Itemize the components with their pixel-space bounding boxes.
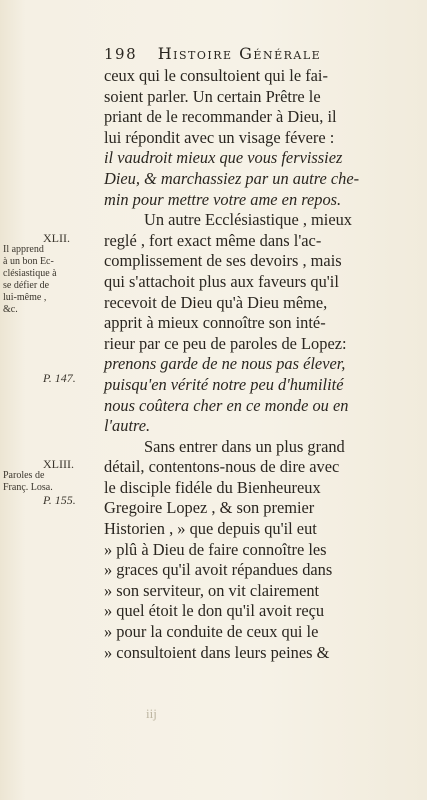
margin-note-line: P. 147.: [43, 371, 76, 385]
text-line: nous coûtera cher en ce monde ou en: [104, 395, 349, 415]
main-text: [104, 66, 405, 663]
margin-note-line: P. 155.: [43, 493, 76, 507]
text-line: Sans entrer dans un plus grand: [144, 436, 345, 456]
text-line: priant de le recommander à Dieu, il: [104, 107, 337, 127]
margin-note-line: Franç. Losa.: [3, 482, 53, 493]
margin-note-page-147: [3, 372, 103, 384]
signature-mark: iij: [146, 706, 157, 721]
text-line: min pour mettre votre ame en repos.: [104, 189, 342, 209]
text-line: » pour la conduite de ceux qui le: [104, 622, 319, 642]
text-line: le disciple fidéle du Bienheureux: [104, 477, 321, 497]
margin-note-line: se défier de: [3, 280, 50, 291]
margin-note-line: XLII.: [43, 231, 70, 245]
text-line: détail, contentons-nous de dire avec: [104, 457, 340, 477]
text-line: puisqu'en vérité notre peu d'humilité: [104, 374, 344, 394]
text-line: » consultoient dans leurs peines &: [104, 642, 330, 662]
margin-note-line: Il apprend: [3, 244, 44, 255]
margin-note-line: clésiastique à: [3, 268, 57, 279]
text-line: recevoit de Dieu qu'à Dieu même,: [104, 292, 328, 312]
margin-note-line: &c.: [3, 304, 18, 315]
header-title: Histoire Générale: [157, 44, 322, 63]
text-line: » quel étoit le don qu'il avoit reçu: [104, 601, 325, 621]
text-line: qui s'attachoit plus aux faveurs qu'il: [104, 271, 339, 291]
text-line: Dieu, & marchassiez par un autre che-: [104, 168, 360, 188]
text-line: lui répondit avec un visage févere :: [104, 127, 335, 147]
page-number: 198: [104, 45, 138, 63]
running-header: [104, 44, 404, 63]
text-line: apprit à mieux connoître son inté-: [104, 313, 326, 333]
text-line: il vaudroit mieux que vous fervissiez: [104, 148, 343, 168]
text-line: Historien , » que depuis qu'il eut: [104, 519, 317, 539]
text-line: Un autre Ecclésiastique , mieux: [144, 210, 352, 230]
text-line: » graces qu'il avoit répandues dans: [104, 560, 333, 580]
text-line: rieur par ce peu de paroles de Lopez:: [104, 333, 347, 353]
text-line: complissement de ses devoirs , mais: [104, 251, 342, 271]
text-line: » plû à Dieu de faire connoître les: [104, 539, 327, 559]
text-line: » son serviteur, on vit clairement: [104, 580, 320, 600]
text-line: ceux qui le consultoient qui le fai-: [104, 66, 328, 85]
text-line: l'autre.: [104, 416, 151, 436]
text-line: prenons garde de ne nous pas élever,: [104, 354, 346, 374]
margin-note-xliii: [3, 458, 103, 506]
text-line: Gregoire Lopez , & son premier: [104, 498, 315, 518]
margin-note-line: lui-même ,: [3, 292, 47, 303]
margin-note-line: à un bon Ec-: [3, 256, 54, 267]
margin-note-xlii: [3, 232, 103, 316]
margin-note-line: Paroles de: [3, 470, 45, 481]
text-line: soient parler. Un certain Prêtre le: [104, 86, 321, 106]
text-line: reglé , fort exact même dans l'ac-: [104, 230, 322, 250]
margin-note-line: XLIII.: [43, 457, 74, 471]
